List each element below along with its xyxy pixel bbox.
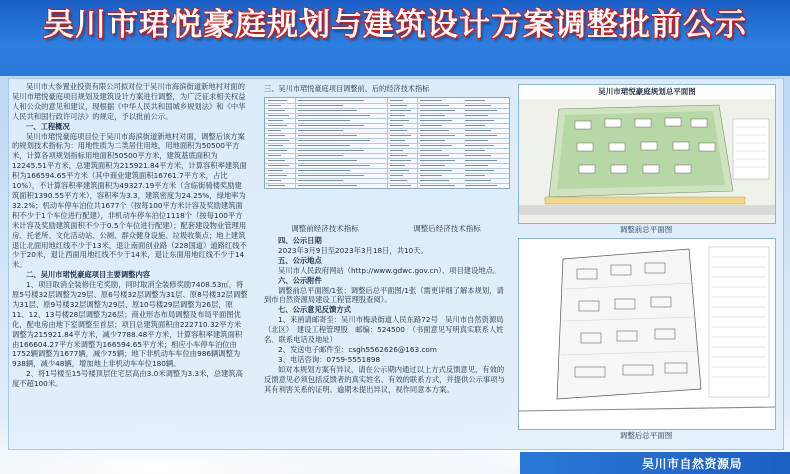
table-cell [465, 145, 494, 146]
table-cell [390, 185, 411, 186]
caption-before-indicators: 调整前经济技术指标 [291, 224, 359, 233]
table-cell [298, 155, 343, 156]
table-cell [390, 115, 405, 116]
section-body: 吴川市珺悦豪庭项目位于吴川市海滨街道新地村对面，调整后该方案的规划技术指标为：用地性质为二类居住用地，用地面积为50500平方米，计算各项规划指标用地面积50500平方米，建筑基底面积为12245.51平方米，总建筑面积为215921.84平方米，计算容积率建筑面积为166594.65平方米（其中商业建筑面积16761.7平方米，占比10%），不计算容积率建筑面积为49327.19平方米（含临街骑楼奖励建筑面积1390.55平方米），容积率为3.3，建筑密度为24.25%，绿地率为32.2%；机动车停车泊位共1677个（按每100平方米计容及奖励建筑面积不少于1个车位进行配建），非机动车停车泊位1118个（按每100平方米计容及奖励建筑面积不少于0.5个车位进行配建）；配套建设物业管理用房、托老所、文化活动站、公厕、群众健身设施、垃圾收集点；地上建筑退让北面用地红线不少于13米，退让南面创业路（228国道）道路红线不少于20米，退让西面用地红线不少于14米，退让东面用地红线不少于14米。 [12, 131, 247, 270]
table-cell [420, 155, 449, 156]
table-cell [390, 140, 405, 141]
table-cell [268, 145, 283, 146]
table-cell [298, 180, 343, 181]
intro-paragraph: 吴川市大参置业投资有限公司拟对位于吴川市海滨街道新地村对面的吴川市珺悦豪庭项目规划及建筑设计方案进行调整，为广泛征求相关权益人和公众的意见和建议，现根据《中华人民共和国城乡规划法》和《中华人民共和国行政许可法》的规定，予以批前公示。 [12, 82, 246, 121]
column-left [12, 82, 248, 389]
table-cell [465, 115, 488, 116]
table-cell [390, 105, 407, 106]
section-body: 调整前总平面图/1张；调整后总平面图/1张（需更详细了解本规划，请到市自然资源局建设工程管理股查阅）。 [264, 285, 504, 305]
table-cell [298, 145, 350, 146]
closing-paragraph: 如对本规划方案有异议，请在公示期内通过以上方式反馈意见，有效的反馈意见必须包括反馈者的真实姓名、有效的联系方式，并提供公示事项与其有利害关系的证明。逾期未提出异议，视作同意本方案。 [264, 364, 505, 394]
table-cell [298, 135, 357, 136]
plan-title: 吴川市珺悦豪庭规划总平面图 [598, 87, 696, 96]
indicator-table [264, 97, 510, 189]
table-cell [298, 170, 350, 171]
table-cell [390, 120, 409, 121]
site-plan-after [519, 239, 775, 429]
table-cell [268, 170, 283, 171]
caption-after-plan: 调整后总平面图 [619, 431, 673, 440]
table-cell [268, 140, 289, 141]
table-cell [268, 180, 281, 181]
table-cell [465, 100, 485, 101]
section-item: 2、将1号楼至15号楼顶层住宅层高由3.0米调整为3.3米，总建筑高度不超100米。 [12, 369, 243, 389]
table-cell [298, 165, 370, 166]
table-cell [465, 110, 497, 111]
table-cell [268, 110, 285, 111]
table-cell [390, 155, 407, 156]
page-title: 吴川市珺悦豪庭规划与建筑设计方案调整批前公示 [43, 7, 747, 43]
table-cell [420, 125, 442, 126]
table-cell [465, 170, 494, 171]
table-cell [420, 135, 455, 136]
section-heading: 四、公示日期 [278, 236, 322, 245]
table-cell [465, 155, 491, 156]
table-cell [298, 160, 357, 161]
plan-before-card [518, 84, 776, 224]
table-cell [420, 145, 452, 146]
table-cell [390, 130, 407, 131]
table-cell [465, 105, 491, 106]
table-cell [298, 130, 343, 131]
table-cell [420, 130, 449, 131]
table-cell [298, 125, 364, 126]
table-cell [298, 115, 370, 116]
table-cell [390, 125, 403, 126]
column-middle [264, 236, 508, 395]
table-cell [298, 175, 364, 176]
table-cell [420, 170, 452, 171]
table-cell [390, 175, 403, 176]
table-cell [390, 145, 409, 146]
table-cell [268, 105, 281, 106]
section-item: 3、电话咨询：0759-5551898 [278, 354, 381, 364]
plan-after-card [518, 238, 776, 430]
table-cell [420, 110, 455, 111]
table-cell [268, 160, 285, 161]
table-cell [390, 100, 403, 101]
section-heading: 六、公示附件 [278, 275, 322, 285]
table-cell [465, 135, 497, 136]
caption-after-indicators: 调整后经济技术指标 [413, 224, 481, 233]
table-cell [465, 130, 491, 131]
section-heading: 一、工程概况 [26, 121, 70, 131]
table-cell [390, 160, 411, 161]
table-cell [298, 105, 343, 106]
spacer [264, 190, 384, 196]
table-cell [465, 140, 488, 141]
table-cell [390, 135, 411, 136]
caption-before-plan: 调整前总平面图 [619, 225, 673, 234]
table-cell [420, 150, 442, 151]
table-cell [268, 155, 281, 156]
table-cell [420, 115, 445, 116]
table-cell [268, 185, 285, 186]
table-cell [390, 150, 403, 151]
section-heading: 三、吴川市珺悦豪庭项目调整前、后的经济技术指标 [264, 84, 430, 93]
table-cell [420, 160, 455, 161]
table-cell [420, 165, 445, 166]
table-cell [420, 175, 442, 176]
table-cell [268, 165, 289, 166]
table-cell [390, 180, 407, 181]
table-cell [298, 120, 350, 121]
section-heading: 七、公示意见反馈方式 [278, 305, 351, 315]
section-heading: 二、吴川市珺悦豪庭项目主要调整内容 [26, 270, 151, 280]
section-body: 吴川市人民政府网站（http://www.gdwc.gov.cn）、项目建设地点。 [278, 265, 501, 275]
table-cell [268, 150, 287, 151]
table-cell [465, 180, 491, 181]
section-body: 2023年3月9日至2023年3月18日，共10天。 [278, 245, 428, 255]
table-cell [298, 100, 364, 101]
table-cell [268, 130, 281, 131]
table-cell [465, 165, 488, 166]
table-cell [465, 185, 497, 186]
table-cell [420, 140, 445, 141]
table-cell [390, 170, 409, 171]
table-cell [298, 150, 364, 151]
table-cell [465, 125, 485, 126]
table-cell [420, 100, 442, 101]
table-cell [298, 140, 370, 141]
table-cell [268, 100, 287, 101]
table-cell [268, 125, 287, 126]
table-cell [390, 110, 411, 111]
table-cell [420, 180, 449, 181]
table-cell [268, 120, 283, 121]
table-cell [420, 105, 449, 106]
table-cell [390, 165, 405, 166]
table-cell [298, 185, 357, 186]
table-cell [465, 160, 497, 161]
section-heading: 五、公示地点 [278, 255, 322, 265]
table-cell [465, 175, 485, 176]
table-cell [420, 185, 455, 186]
table-cell [465, 120, 494, 121]
section-item: 1、项目取消全装修住宅奖励，同时取消全装修奖励7408.53㎡，将原5号楼32层调整为29层、原6号楼32层调整为31层、原8号楼32层调整为31层、原9号楼32层调整为29层、原10号楼29层调整为26层，原11、12、13号楼28层调整为26层；商业形态布局调整及布局平面图优化，配电房由地下室调整至首层；项目总建筑面积由222710.32平方米调整为215921.84平方米，减少7788.48平方米，计算容积率建筑面积由166604.27平方米调整为166594.65平方米；相应小车停车泊位由1752辆调整为1677辆，减少75辆；地下非机动车车位由986辆调整为938辆，减少48辆，增加地上非机动车车位180辆。 [12, 280, 248, 369]
issuer-footer: 吴川市自然资源局 [642, 457, 743, 471]
section-item: 2、发送电子邮件至：csgh5562626@163.com [278, 344, 438, 354]
site-plan-before [519, 99, 775, 223]
table-cell [268, 135, 285, 136]
table-cell [268, 175, 287, 176]
table-cell [465, 150, 485, 151]
table-cell [298, 110, 357, 111]
table-cell [420, 120, 452, 121]
section-item: 1、来函请邮寄至：吴川市梅录街道人民东路72号 吴川市自然资源局（北区） 建设工程管理股 邮编：524500 （书面意见写明真实联系人姓名、联系电话及地址） [264, 315, 504, 345]
table-cell [268, 115, 289, 116]
